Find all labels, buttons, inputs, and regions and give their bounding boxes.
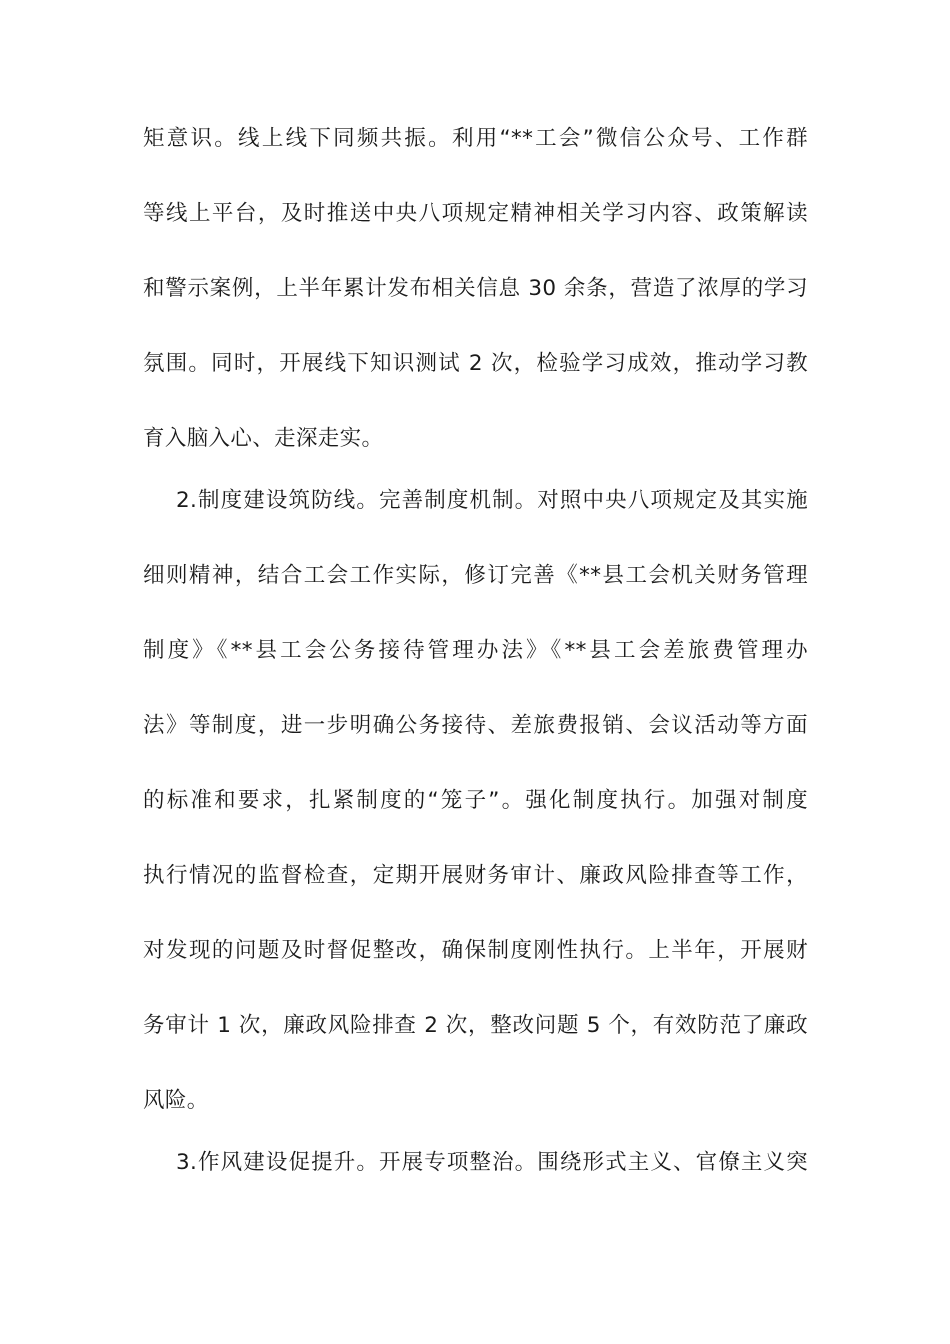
paragraph-line: 等线上平台，及时推送中央八项规定精神相关学习内容、政策解读: [143, 201, 808, 226]
paragraph-line: 矩意识。线上线下同频共振。利用“**工会”微信公众号、工作群: [143, 126, 808, 151]
section-heading-line: 3.作风建设促提升。开展专项整治。围绕形式主义、官僚主义突: [176, 1150, 808, 1175]
paragraph-line: 法》等制度，进一步明确公务接待、差旅费报销、会议活动等方面: [143, 713, 808, 738]
paragraph-line: 的标准和要求，扎紧制度的“笼子”。强化制度执行。加强对制度: [143, 788, 808, 813]
paragraph-line: 对发现的问题及时督促整改，确保制度刚性执行。上半年，开展财: [143, 938, 808, 963]
paragraph-line: 细则精神，结合工会工作实际，修订完善《**县工会机关财务管理: [143, 563, 808, 588]
paragraph-line: 氛围。同时，开展线下知识测试 2 次，检验学习成效，推动学习教: [143, 351, 808, 376]
paragraph-line: 制度》《**县工会公务接待管理办法》《**县工会差旅费管理办: [143, 638, 808, 663]
paragraph-line: 和警示案例，上半年累计发布相关信息 30 余条，营造了浓厚的学习: [143, 276, 808, 301]
section-heading-line: 2.制度建设筑防线。完善制度机制。对照中央八项规定及其实施: [176, 488, 808, 513]
paragraph-line: 育入脑入心、走深走实。: [143, 426, 384, 451]
paragraph-line: 务审计 1 次，廉政风险排查 2 次，整改问题 5 个，有效防范了廉政: [143, 1013, 808, 1038]
paragraph-line: 执行情况的监督检查，定期开展财务审计、廉政风险排查等工作，: [143, 863, 808, 888]
paragraph-line: 风险。: [143, 1088, 209, 1113]
